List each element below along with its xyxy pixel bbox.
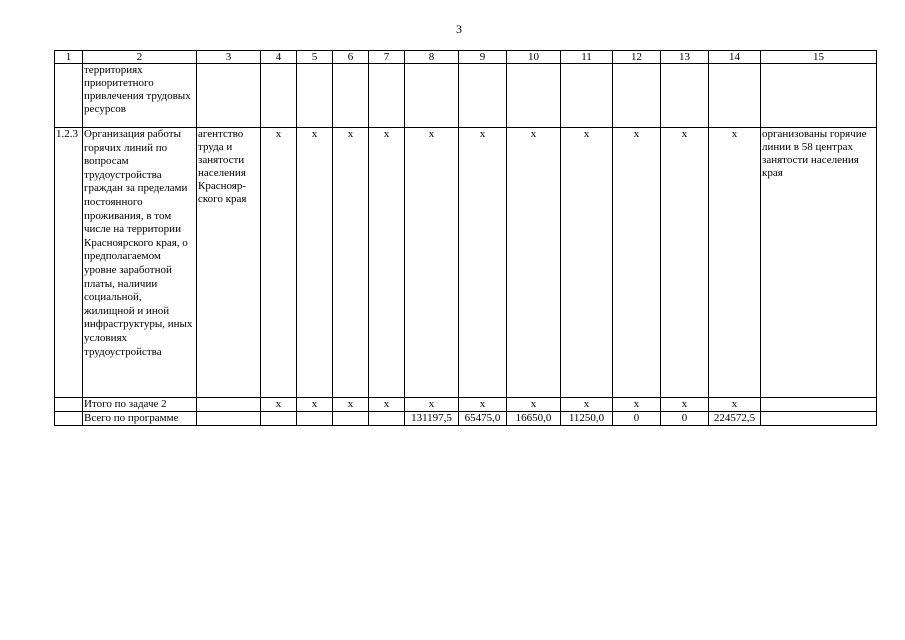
header-cell: 2: [83, 51, 197, 64]
value-cell: [297, 412, 333, 426]
table-cell: [55, 398, 83, 412]
value-cell: х: [297, 398, 333, 412]
header-cell: 1: [55, 51, 83, 64]
page-number: 3: [456, 22, 462, 36]
value-cell: х: [369, 128, 405, 398]
value-cell: 16650,0: [507, 412, 561, 426]
value-cell: [369, 412, 405, 426]
table-cell: [261, 64, 297, 128]
table-cell: [55, 412, 83, 426]
header-cell: 7: [369, 51, 405, 64]
header-cell: 12: [613, 51, 661, 64]
table-cell: [55, 64, 83, 128]
row-number: 1.2.3: [55, 128, 83, 398]
header-cell: 11: [561, 51, 613, 64]
value-cell: х: [507, 398, 561, 412]
table-cell: [405, 64, 459, 128]
value-cell: 131197,5: [405, 412, 459, 426]
value-cell: х: [561, 398, 613, 412]
header-cell: 9: [459, 51, 507, 64]
total-program-label: Всего по программе: [83, 412, 197, 426]
value-cell: х: [507, 128, 561, 398]
value-cell: х: [709, 128, 761, 398]
value-cell: х: [261, 398, 297, 412]
header-cell: 6: [333, 51, 369, 64]
table-cell: [761, 412, 877, 426]
total-task-label: Итого по задаче 2: [83, 398, 197, 412]
table-cell: [369, 64, 405, 128]
value-cell: х: [297, 128, 333, 398]
value-cell: 0: [661, 412, 709, 426]
value-cell: х: [405, 128, 459, 398]
row-1-2-3: [55, 128, 877, 398]
header-cell: 14: [709, 51, 761, 64]
value-cell: х: [405, 398, 459, 412]
value-cell: х: [333, 128, 369, 398]
table-cell: [761, 64, 877, 128]
value-cell: [261, 412, 297, 426]
value-cell: 0: [613, 412, 661, 426]
table-cell: [561, 64, 613, 128]
header-cell: 15: [761, 51, 877, 64]
value-cell: х: [369, 398, 405, 412]
header-cell: 4: [261, 51, 297, 64]
activity-name: Организация работы горячих линий по вопросам трудоустройства граждан за пределами постоянного проживания, в том числе на территории Красноярского края, о предполагаемом уровне заработной платы, наличии социальной, жилищной и иной инфраструктуры, иных условиях трудоустройства: [83, 128, 197, 398]
value-cell: х: [333, 398, 369, 412]
value-cell: х: [661, 128, 709, 398]
total-program-row: [55, 412, 877, 426]
value-cell: [333, 412, 369, 426]
table-cell: [761, 398, 877, 412]
continued-text: территориях приоритетного привлечения трудовых ресурсов: [83, 64, 197, 128]
expected-result: организованы горячие линии в 58 центрах занятости населения края: [761, 128, 877, 398]
table-cell: [297, 64, 333, 128]
header-cell: 10: [507, 51, 561, 64]
value-cell: х: [661, 398, 709, 412]
table-cell: [197, 412, 261, 426]
table-cell: [459, 64, 507, 128]
table-cell: [709, 64, 761, 128]
value-cell: х: [709, 398, 761, 412]
program-table: [54, 50, 877, 426]
table-cell: [333, 64, 369, 128]
value-cell: х: [561, 128, 613, 398]
value-cell: х: [261, 128, 297, 398]
table-cell: [507, 64, 561, 128]
header-cell: 5: [297, 51, 333, 64]
value-cell: х: [613, 128, 661, 398]
value-cell: 224572,5: [709, 412, 761, 426]
table-cell: [613, 64, 661, 128]
table-cell: [661, 64, 709, 128]
value-cell: 11250,0: [561, 412, 613, 426]
executor: агентство труда и занятости населения Краснояр-ского края: [197, 128, 261, 398]
value-cell: х: [613, 398, 661, 412]
header-cell: 13: [661, 51, 709, 64]
header-cell: 8: [405, 51, 459, 64]
continued-row: [55, 64, 877, 128]
header-cell: 3: [197, 51, 261, 64]
value-cell: 65475,0: [459, 412, 507, 426]
table-cell: [197, 398, 261, 412]
table-cell: [197, 64, 261, 128]
value-cell: х: [459, 398, 507, 412]
header-row: [55, 51, 877, 64]
value-cell: х: [459, 128, 507, 398]
total-task-row: [55, 398, 877, 412]
